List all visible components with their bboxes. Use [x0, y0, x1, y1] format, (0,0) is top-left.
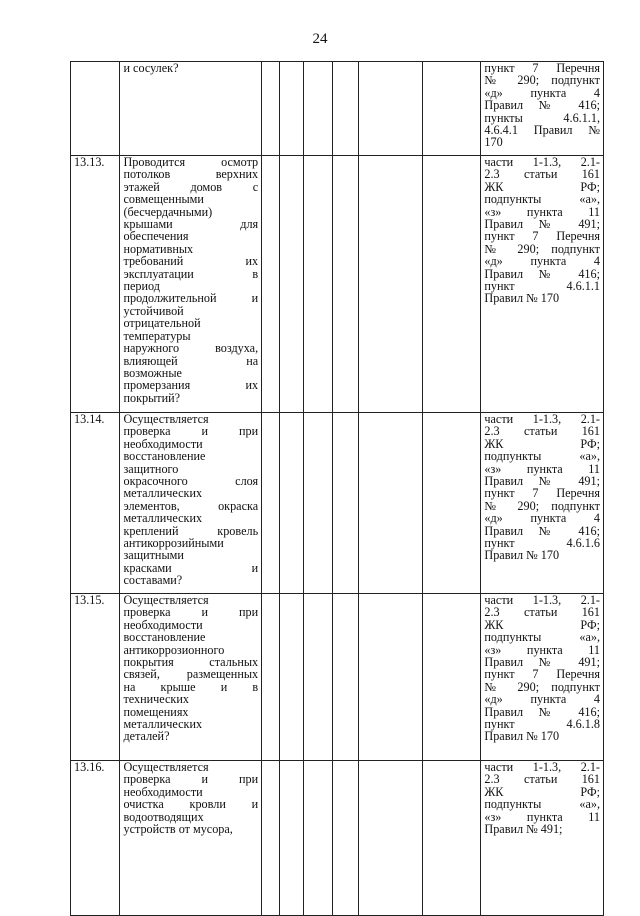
question-line: влияющей на: [123, 353, 259, 368]
table-row: [71, 594, 604, 761]
answer-cell: [358, 413, 422, 594]
answer-cell: [262, 156, 280, 413]
question-text: [120, 761, 262, 916]
question-line: нормативных: [123, 241, 194, 256]
question-line: эксплуатации в: [123, 266, 259, 281]
reference-line: части 1-1.3, 2.1-: [484, 155, 600, 169]
page-number: 24: [312, 31, 328, 47]
question-line: проверка и при: [123, 605, 259, 620]
reference-line: пункт 4.6.1.6: [484, 536, 600, 551]
reference-line: «д» пункта 4: [484, 85, 600, 100]
answer-cell: [358, 62, 422, 156]
question-line: восстановление: [123, 630, 206, 645]
answer-cell: [422, 761, 480, 916]
answer-cell: [303, 761, 332, 916]
reference-line: 4.6.4.1 Правил №: [484, 123, 600, 138]
question-line: Осуществляется: [123, 593, 209, 607]
question-line: Осуществляется: [123, 412, 209, 426]
question-line: покрытия стальных: [123, 655, 259, 670]
reference-line: 2.3 статьи 161: [484, 605, 600, 620]
answer-cell: [262, 594, 280, 761]
answer-cell: [422, 62, 480, 156]
reference-line: пункт 7 Перечня: [484, 61, 600, 75]
question-line: промерзания их: [123, 378, 259, 393]
reference-line: подпункты «а»,: [484, 449, 600, 464]
reference-line: Правил № 491;: [484, 217, 600, 232]
question-line: продолжительной и: [123, 291, 259, 306]
reference-line: Правил № 170: [484, 729, 560, 744]
answer-cell: [422, 156, 480, 413]
reference-line: подпункты «а»,: [484, 192, 600, 207]
reference-line: пункт 7 Перечня: [484, 229, 600, 244]
row-number: 13.13.: [71, 156, 120, 413]
legal-reference: [481, 594, 604, 761]
answer-cell: [262, 761, 280, 916]
reference-line: № 290; подпункт: [484, 498, 600, 513]
reference-line: Правил № 491;: [484, 474, 600, 489]
reference-line: подпункты «а»,: [484, 797, 600, 812]
question-line: технических: [123, 692, 189, 707]
question-line: и сосулек?: [123, 61, 179, 75]
question-line: устойчивой: [123, 303, 184, 318]
reference-line: части 1-1.3, 2.1-: [484, 760, 600, 774]
answer-cell: [303, 62, 332, 156]
reference-line: 2.3 статьи 161: [484, 424, 600, 439]
legal-reference: [481, 761, 604, 916]
reference-line: пункты 4.6.1.1,: [484, 110, 600, 125]
table-row: [71, 156, 604, 413]
row-number: 13.16.: [71, 761, 120, 916]
question-line: необходимости: [123, 617, 203, 632]
answer-cell: [280, 413, 304, 594]
legal-reference: [481, 413, 604, 594]
reference-line: «д» пункта 4: [484, 692, 600, 707]
question-line: проверка и при: [123, 424, 259, 439]
question-line: Проводится осмотр: [123, 155, 259, 169]
question-line: защитного: [123, 461, 179, 476]
answer-cell: [358, 761, 422, 916]
reference-line: «з» пункта 11: [484, 461, 600, 476]
question-line: этажей домов с: [123, 179, 259, 194]
reference-line: № 290; подпункт: [484, 73, 600, 88]
answer-cell: [280, 156, 304, 413]
question-line: окрасочного слоя: [123, 474, 259, 489]
question-line: антикоррозийными: [123, 536, 224, 551]
answer-cell: [422, 413, 480, 594]
question-line: наружного воздуха,: [123, 341, 259, 356]
reference-line: ЖК РФ;: [484, 436, 600, 451]
answer-cell: [332, 761, 358, 916]
answer-cell: [280, 594, 304, 761]
reference-line: подпункты «а»,: [484, 630, 600, 645]
reference-line: № 290; подпункт: [484, 679, 600, 694]
reference-line: ЖК РФ;: [484, 179, 600, 194]
reference-line: Правил № 170: [484, 291, 560, 306]
question-line: деталей?: [123, 729, 170, 744]
checklist-table: [70, 61, 604, 916]
answer-cell: [422, 594, 480, 761]
reference-line: пункт 7 Перечня: [484, 486, 600, 501]
question-text: [120, 413, 262, 594]
row-number: 13.15.: [71, 594, 120, 761]
reference-line: 2.3 статьи 161: [484, 167, 600, 182]
answer-cell: [303, 594, 332, 761]
question-line: температуры: [123, 328, 191, 343]
question-line: период: [123, 279, 160, 294]
question-line: металлических: [123, 717, 203, 732]
legal-reference: [481, 62, 604, 156]
reference-line: «д» пункта 4: [484, 254, 600, 269]
question-line: антикоррозионного: [123, 642, 225, 657]
question-line: элементов, окраска: [123, 498, 259, 513]
question-line: металлических: [123, 486, 203, 501]
question-line: совмещенными: [123, 192, 204, 207]
question-text: [120, 156, 262, 413]
reference-line: Правил № 170: [484, 548, 560, 563]
reference-line: пункт 7 Перечня: [484, 667, 600, 682]
answer-cell: [280, 62, 304, 156]
answer-cell: [358, 156, 422, 413]
question-line: связей, размещенных: [123, 667, 259, 682]
reference-line: «д» пункта 4: [484, 511, 600, 526]
question-line: необходимости: [123, 784, 203, 799]
question-line: красками и: [123, 560, 259, 575]
reference-line: Правил № 416;: [484, 704, 600, 719]
reference-line: Правил № 416;: [484, 266, 600, 281]
answer-cell: [262, 413, 280, 594]
question-line: защитными: [123, 548, 184, 563]
reference-line: части 1-1.3, 2.1-: [484, 412, 600, 426]
answer-cell: [280, 761, 304, 916]
answer-cell: [332, 594, 358, 761]
answer-cell: [332, 413, 358, 594]
answer-cell: [332, 62, 358, 156]
table-row: [71, 761, 604, 916]
answer-cell: [332, 156, 358, 413]
reference-line: Правил № 416;: [484, 98, 600, 113]
question-line: (бесчердачными): [123, 204, 213, 219]
row-number: [71, 62, 120, 156]
reference-line: Правил № 416;: [484, 523, 600, 538]
question-text: [120, 594, 262, 761]
question-line: устройств от мусора,: [123, 822, 233, 837]
question-line: проверка и при: [123, 772, 259, 787]
question-line: составами?: [123, 573, 183, 588]
question-line: требований их: [123, 254, 259, 269]
question-line: металлических: [123, 511, 203, 526]
question-line: крышами для: [123, 217, 259, 232]
answer-cell: [358, 594, 422, 761]
question-line: необходимости: [123, 436, 203, 451]
reference-line: части 1-1.3, 2.1-: [484, 593, 600, 607]
reference-line: № 290; подпункт: [484, 241, 600, 256]
row-number: 13.14.: [71, 413, 120, 594]
question-line: покрытий?: [123, 390, 181, 405]
question-line: потолков верхних: [123, 167, 259, 182]
reference-line: «з» пункта 11: [484, 642, 600, 657]
question-line: восстановление: [123, 449, 206, 464]
question-line: помещениях: [123, 704, 189, 719]
reference-line: ЖК РФ;: [484, 784, 600, 799]
answer-cell: [303, 156, 332, 413]
table-row: [71, 62, 604, 156]
answer-cell: [262, 62, 280, 156]
question-line: на крыше и в: [123, 679, 259, 694]
reference-line: пункт 4.6.1.1: [484, 279, 600, 294]
reference-line: Правил № 491;: [484, 822, 563, 837]
legal-reference: [481, 156, 604, 413]
reference-line: ЖК РФ;: [484, 617, 600, 632]
reference-line: «з» пункта 11: [484, 809, 600, 824]
reference-line: пункт 4.6.1.8: [484, 717, 600, 732]
reference-line: 170: [484, 135, 503, 150]
question-line: креплений кровель: [123, 523, 259, 538]
question-line: очистка кровли и: [123, 797, 259, 812]
reference-line: Правил № 491;: [484, 655, 600, 670]
answer-cell: [303, 413, 332, 594]
table-row: [71, 413, 604, 594]
reference-line: 2.3 статьи 161: [484, 772, 600, 787]
reference-line: «з» пункта 11: [484, 204, 600, 219]
question-line: отрицательной: [123, 316, 201, 331]
question-line: возможные: [123, 365, 182, 380]
question-line: водоотводящих: [123, 809, 204, 824]
question-line: обеспечения: [123, 229, 189, 244]
question-text: [120, 62, 262, 156]
question-line: Осуществляется: [123, 760, 209, 774]
